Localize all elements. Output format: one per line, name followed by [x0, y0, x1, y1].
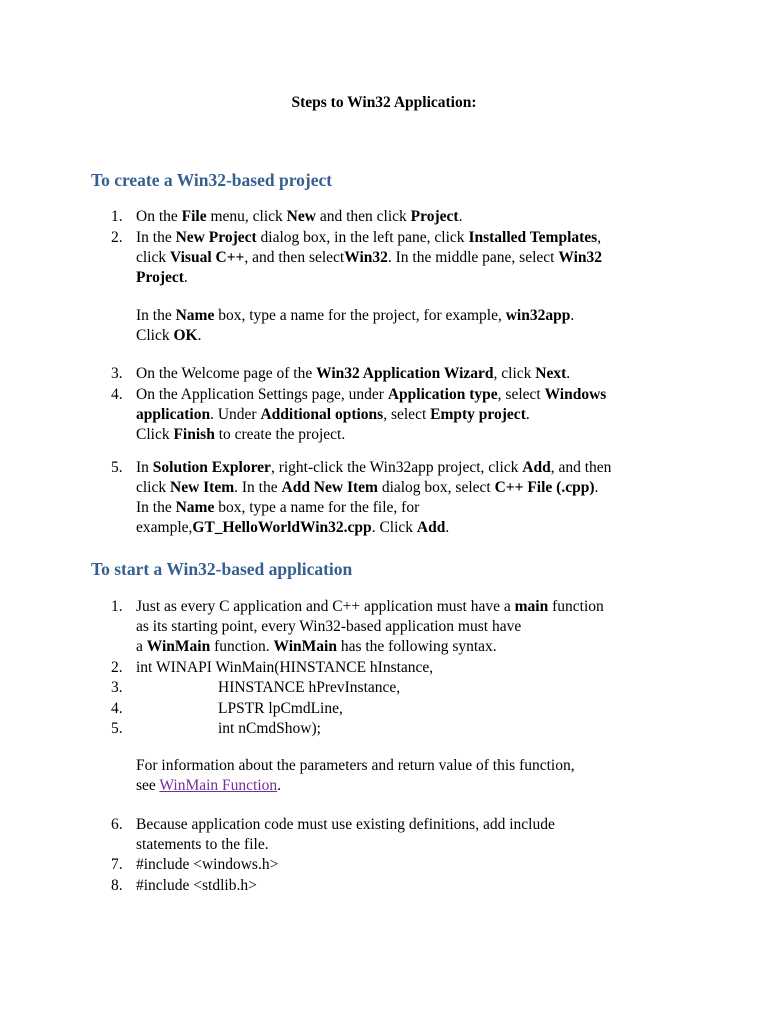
list-item-text: On the File menu, click New and then click Project. [136, 208, 463, 225]
list-number: 1. [111, 208, 123, 225]
code-text: #include <stdlib.h> [136, 877, 257, 894]
list-number: 2. [111, 659, 123, 676]
code-text: int nCmdShow); [218, 720, 321, 737]
list-number: 4. [111, 700, 123, 717]
list-number: 2. [111, 229, 123, 246]
list-item-text: On the Welcome page of the Win32 Application Wizard, click Next. [136, 365, 571, 382]
list-item-text: On the Application Settings page, under Application type, select Windows application. Under Additional options, select Empty project. Click Finish to create the project. [136, 386, 607, 443]
list-item-text: Just as every C application and C++ application must have a main function as its starting point, every Win32-based application must have a WinMain function. WinMain has the following syntax. [136, 598, 604, 655]
list-number: 5. [111, 720, 123, 737]
code-text: int WINAPI WinMain(HINSTANCE hInstance, [136, 659, 434, 676]
list-number: 1. [111, 598, 123, 615]
section-heading-create-project: To create a Win32-based project [91, 170, 333, 190]
paragraph-name-box: In the Name box, type a name for the project, for example, win32app. Click OK. [136, 307, 575, 344]
list-number: 8. [111, 877, 123, 894]
list-number: 7. [111, 856, 123, 873]
list-item-text: In Solution Explorer, right-click the Win32app project, click Add, and then click New Item. In the Add New Item dialog box, select C++ File (.cpp). In the Name box, type a name for the file, for example,GT_HelloWorldWin32.cpp. Click Add. [136, 459, 612, 536]
list-number: 3. [111, 365, 123, 382]
list-number: 5. [111, 459, 123, 476]
code-text: HINSTANCE hPrevInstance, [218, 679, 401, 696]
document-title: Steps to Win32 Application: [291, 94, 477, 111]
section-heading-start-application: To start a Win32-based application [91, 559, 353, 579]
paragraph-function-info: For information about the parameters and return value of this function, see WinMain Function. [136, 757, 575, 794]
list-number: 6. [111, 816, 123, 833]
list-item-text: Because application code must use existing definitions, add include statements to the file. [136, 816, 555, 853]
code-text: #include <windows.h> [136, 856, 279, 873]
list-number: 3. [111, 679, 123, 696]
list-number: 4. [111, 386, 123, 403]
list-item-text: In the New Project dialog box, in the left pane, click Installed Templates, click Visual C++, and then selectWin32. In the middle pane, select Win32 Project. [136, 229, 602, 286]
code-text: LPSTR lpCmdLine, [218, 700, 343, 717]
winmain-function-link[interactable]: WinMain Function [159, 777, 278, 794]
